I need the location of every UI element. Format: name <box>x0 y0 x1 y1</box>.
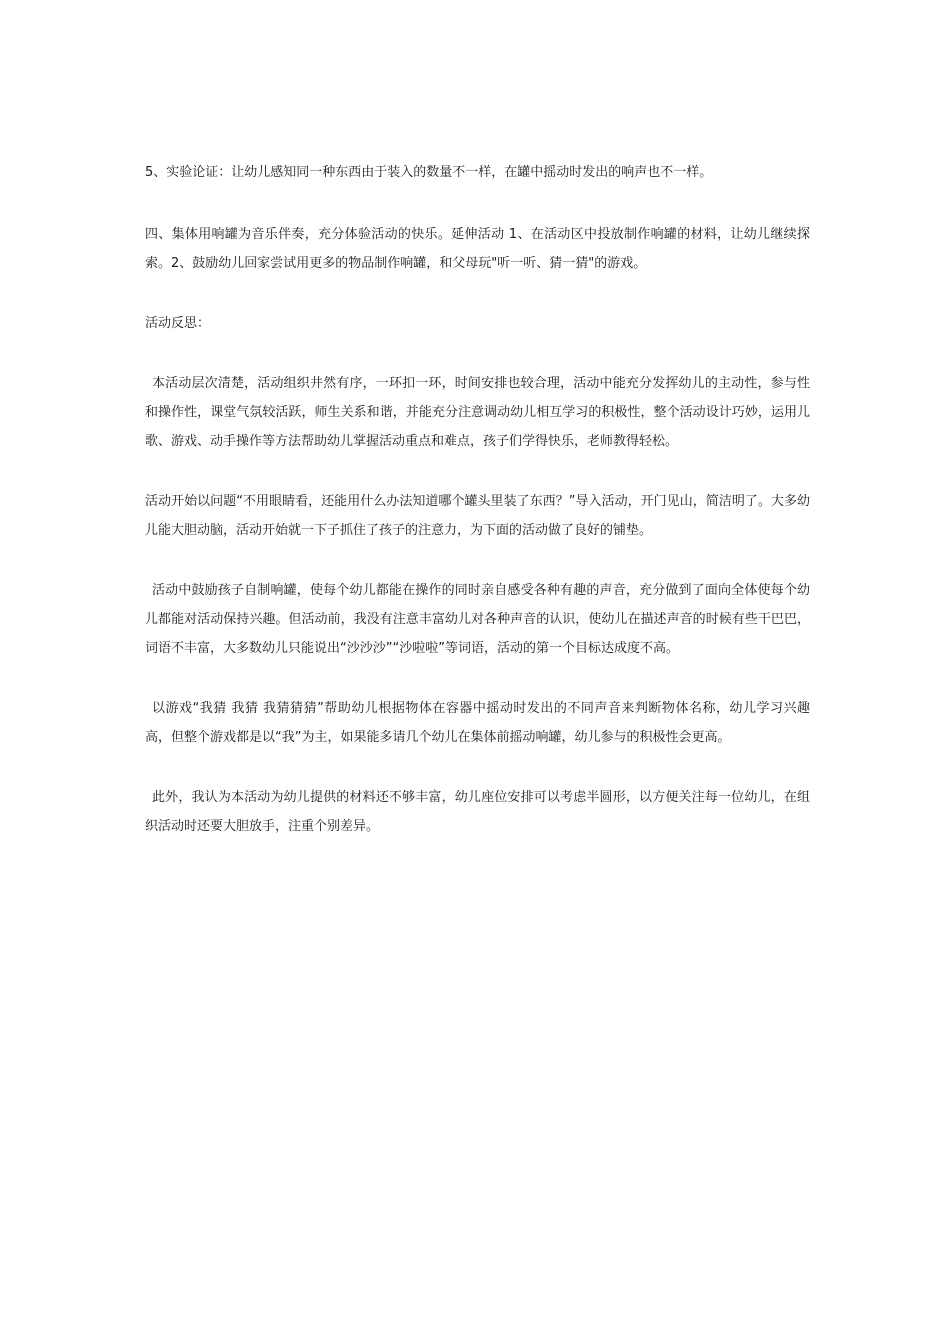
document-body <box>145 158 810 872</box>
paragraph-reflection-self-made: 活动中鼓励孩子自制响罐，使每个幼儿都能在操作的同时亲自感受各种有趣的声音，充分做到了面向全体使每个幼儿都能对活动保持兴趣。但活动前，我没有注意丰富幼儿对各种声音的认识，使幼儿在描述声音的时候有些干巴巴，词语不丰富，大多数幼儿只能说出“沙沙沙”“沙啦啦”等词语，活动的第一个目标达成度不高。 <box>145 583 810 656</box>
paragraph-reflection-materials: 此外，我认为本活动为幼儿提供的材料还不够丰富，幼儿座位安排可以考虑半圆形，以方便关注每一位幼儿，在组织活动时还要大胆放手，注重个别差异。 <box>145 790 810 834</box>
paragraph-reflection-overview: 本活动层次清楚，活动组织井然有序，一环扣一环，时间安排也较合理，活动中能充分发挥幼儿的主动性，参与性和操作性，课堂气氛较活跃，师生关系和谐，并能充分注意调动幼儿相互学习的积极性，整个活动设计巧妙，运用儿歌、游戏、动手操作等方法帮助幼儿掌握活动重点和难点，孩子们学得快乐，老师教得轻松。 <box>145 376 810 449</box>
paragraph-extension-activity: 四、集体用响罐为音乐伴奏，充分体验活动的快乐。延伸活动 1、在活动区中投放制作响罐的材料，让幼儿继续探索。2、鼓励幼儿回家尝试用更多的物品制作响罐，和父母玩"听一听、猜一猜"的游戏。 <box>145 227 810 271</box>
paragraph-reflection-heading: 活动反思： <box>145 316 211 331</box>
paragraph-reflection-game: 以游戏“我猜 我猜 我猜猜猜”帮助幼儿根据物体在容器中摇动时发出的不同声音来判断物体名称，幼儿学习兴趣高，但整个游戏都是以“我”为主，如果能多请几个幼儿在集体前摇动响罐，幼儿参与的积极性会更高。 <box>145 701 810 745</box>
paragraph-experiment-step: 5、实验论证：让幼儿感知同一种东西由于装入的数量不一样，在罐中摇动时发出的响声也不一样。 <box>145 165 713 180</box>
paragraph-reflection-opening: 活动开始以问题“不用眼睛看，还能用什么办法知道哪个罐头里装了东西？”导入活动，开门见山，简洁明了。大多幼儿能大胆动脑，活动开始就一下子抓住了孩子的注意力，为下面的活动做了良好的铺垫。 <box>145 494 810 538</box>
